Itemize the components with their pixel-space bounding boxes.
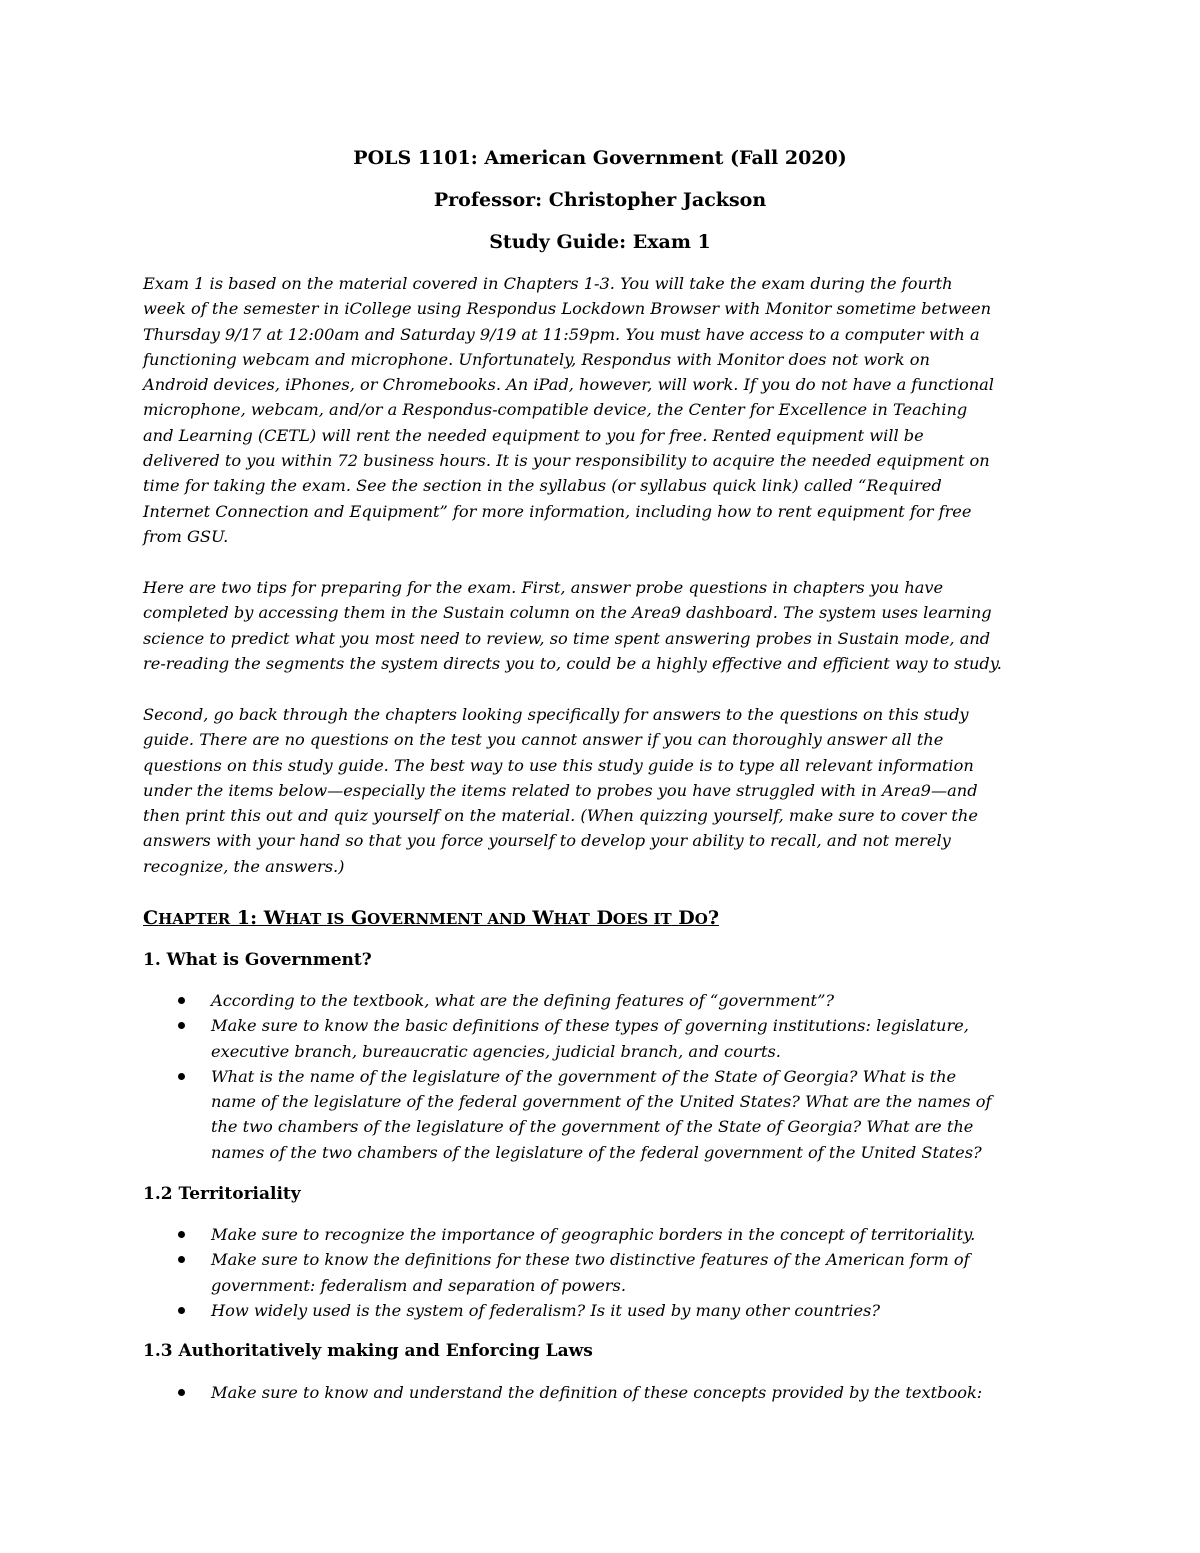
text-line: time for taking the exam. See the section in the syllabus (or syllabus quick link) called “Required bbox=[143, 476, 942, 496]
bullet-icon bbox=[178, 1307, 185, 1314]
list-item bbox=[143, 1222, 1063, 1247]
bullet-icon bbox=[178, 1022, 185, 1029]
professor-name: Professor: Christopher Jackson bbox=[433, 189, 767, 211]
text-line: delivered to you within 72 business hours. It is your responsibility to acquire the needed equipment on bbox=[143, 451, 990, 471]
text-line: Make sure to know the basic definitions of these types of governing institutions: legislature, bbox=[211, 1016, 969, 1036]
text-line: science to predict what you most need to review, so time spent answering probes in Sustain mode, and bbox=[143, 628, 991, 648]
text-line: then print this out and quiz yourself on the material. (When quizzing yourself, make sure to cover the bbox=[143, 806, 978, 826]
heading-part: HAT bbox=[553, 910, 590, 928]
heading-part: HAT IS bbox=[285, 910, 345, 928]
text-line: re-reading the segments the system directs you to, could be a highly effective and efficient way to study. bbox=[143, 653, 1002, 673]
list-item bbox=[143, 988, 1063, 1013]
list-item bbox=[143, 1064, 1063, 1165]
bullet-icon bbox=[178, 1256, 185, 1263]
heading-part: O bbox=[694, 910, 708, 928]
text-line: completed by accessing them in the Sustain column on the Area9 dashboard. The system uses learning bbox=[143, 603, 992, 623]
text-line: guide. There are no questions on the test you cannot answer if you can thoroughly answer all the bbox=[143, 730, 944, 750]
text-line: from GSU. bbox=[143, 526, 229, 546]
text-line: week of the semester in iCollege using Respondus Lockdown Browser with Monitor sometime between bbox=[143, 299, 992, 319]
text-line: Make sure to recognize the importance of geographic borders in the concept of territoriality. bbox=[211, 1225, 976, 1244]
list-item bbox=[143, 1247, 1063, 1298]
list-item bbox=[143, 1380, 1063, 1405]
text-line: Make sure to know the definitions for these two distinctive features of the American form of bbox=[211, 1250, 970, 1270]
text-line: Exam 1 is based on the material covered in Chapters 1-3. You will take the exam during the fourth bbox=[143, 274, 953, 293]
heading-part: ? bbox=[707, 907, 719, 929]
bullet-icon bbox=[178, 1073, 185, 1080]
heading-part: OVERNMENT AND bbox=[367, 910, 526, 928]
text-line: functioning webcam and microphone. Unfortunately, Respondus with Monitor does not work on bbox=[143, 349, 930, 369]
heading-part: HAPTER bbox=[158, 910, 231, 928]
study-guide-title: Study Guide: Exam 1 bbox=[489, 231, 711, 253]
text-line: under the items below—especially the items related to probes you have struggled with in Area9—and bbox=[143, 780, 978, 800]
text-line: According to the textbook, what are the defining features of “government”? bbox=[211, 991, 835, 1010]
heading-part: D bbox=[589, 907, 613, 929]
text-line: questions on this study guide. The best way to use this study guide is to type all relevant information bbox=[143, 755, 974, 775]
heading-part: OES IT bbox=[612, 910, 672, 928]
heading-part: W bbox=[525, 907, 554, 929]
text-line: executive branch, bureaucratic agencies, judicial branch, and courts. bbox=[211, 1041, 781, 1061]
chapter-1-heading bbox=[143, 906, 719, 931]
text-line: Android devices, iPhones, or Chromebooks. An iPad, however, will work. If you do not have a functional bbox=[143, 375, 994, 395]
bullet-icon bbox=[178, 1231, 185, 1238]
intro-paragraph-2 bbox=[143, 575, 1063, 676]
text-line: Make sure to know and understand the definition of these concepts provided by the textbook: bbox=[211, 1383, 983, 1402]
text-line: Here are two tips for preparing for the exam. First, answer probe questions in chapters you have bbox=[143, 578, 944, 597]
course-title: POLS 1101: American Government (Fall 2020) bbox=[353, 147, 847, 169]
text-line: answers with your hand so that you force yourself to develop your ability to recall, and not merely bbox=[143, 831, 951, 851]
section-heading-2: 1.2 Territoriality bbox=[143, 1184, 301, 1204]
heading-part: G bbox=[344, 907, 368, 929]
text-line: Second, go back through the chapters looking specifically for answers to the questions on this study bbox=[143, 705, 969, 724]
intro-paragraph-3 bbox=[143, 702, 1063, 879]
section-heading-1: 1. What is Government? bbox=[143, 950, 372, 970]
text-line: Thursday 9/17 at 12:00am and Saturday 9/19 at 11:59pm. You must have access to a computer with a bbox=[143, 324, 980, 344]
list-item bbox=[143, 1013, 1063, 1064]
bullet-icon bbox=[178, 997, 185, 1004]
heading-part: 1: W bbox=[230, 907, 286, 929]
heading-part: D bbox=[671, 907, 695, 929]
text-line: names of the two chambers of the legislature of the federal government of the United States? bbox=[211, 1142, 982, 1162]
section-2-bullets bbox=[143, 1222, 1063, 1323]
intro-paragraph-1 bbox=[143, 271, 1063, 549]
list-item bbox=[143, 1298, 1063, 1323]
text-line: microphone, webcam, and/or a Respondus-compatible device, the Center for Excellence in Teaching bbox=[143, 400, 968, 420]
text-line: government: federalism and separation of powers. bbox=[211, 1275, 627, 1295]
section-1-bullets bbox=[143, 988, 1063, 1165]
text-line: name of the legislature of the federal government of the United States? What are the names of bbox=[211, 1092, 992, 1112]
text-line: and Learning (CETL) will rent the needed equipment to you for free. Rented equipment will be bbox=[143, 425, 924, 445]
bullet-icon bbox=[178, 1389, 185, 1396]
text-line: recognize, the answers.) bbox=[143, 856, 345, 876]
section-3-bullets bbox=[143, 1380, 1063, 1405]
heading-part: C bbox=[143, 907, 159, 929]
text-line: How widely used is the system of federalism? Is it used by many other countries? bbox=[211, 1300, 881, 1320]
section-heading-3: 1.3 Authoritatively making and Enforcing Laws bbox=[143, 1341, 593, 1361]
text-line: Internet Connection and Equipment” for more information, including how to rent equipment for free bbox=[143, 501, 972, 521]
text-line: What is the name of the legislature of the government of the State of Georgia? What is the bbox=[211, 1066, 957, 1086]
text-line: the two chambers of the legislature of the government of the State of Georgia? What are the bbox=[211, 1117, 974, 1137]
